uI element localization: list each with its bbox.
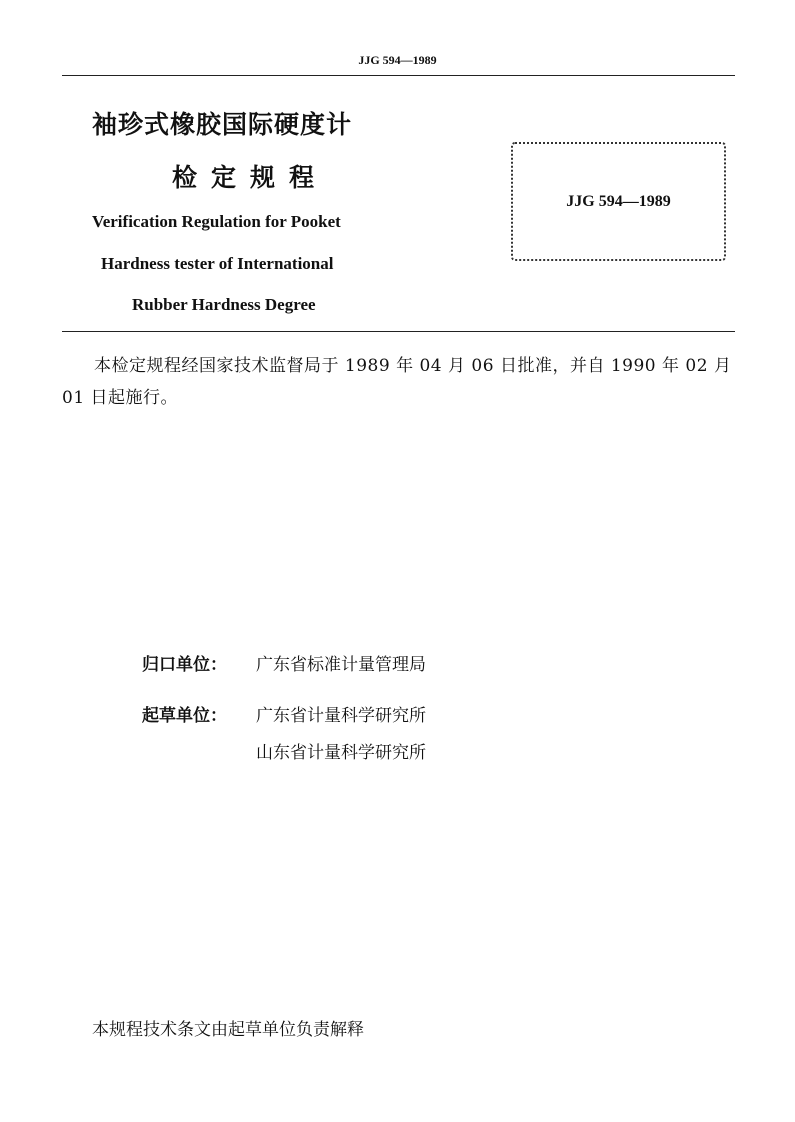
responsible-unit-value: 广东省标准计量管理局 xyxy=(256,655,426,675)
standard-code-box xyxy=(511,142,726,261)
responsible-unit-label: 归口单位： xyxy=(142,655,227,675)
standard-code-box-text: JJG 594—1989 xyxy=(566,192,671,210)
drafting-unit-value-1: 广东省计量科学研究所 xyxy=(256,706,426,726)
header-standard-code: JJG 594—1989 xyxy=(358,53,437,67)
drafting-unit-label: 起草单位： xyxy=(142,706,227,726)
header-rule xyxy=(62,75,735,76)
title-english-line-2: Hardness tester of International xyxy=(101,254,334,273)
title-english-line-1: Verification Regulation for Pooket xyxy=(92,212,341,231)
title-rule xyxy=(62,331,735,332)
title-chinese-sub: 检定规程 xyxy=(172,163,329,192)
approval-paragraph: 本检定规程经国家技术监督局于 1989 年 04 月 06 日批准，并自 1990 年 02 月 01 日起施行。 xyxy=(62,356,732,408)
interpretation-note: 本规程技术条文由起草单位负责解释 xyxy=(92,1020,364,1040)
title-english-line-3: Rubber Hardness Degree xyxy=(132,295,316,314)
drafting-unit-value-2: 山东省计量科学研究所 xyxy=(256,743,426,763)
title-chinese-main: 袖珍式橡胶国际硬度计 xyxy=(92,110,353,139)
